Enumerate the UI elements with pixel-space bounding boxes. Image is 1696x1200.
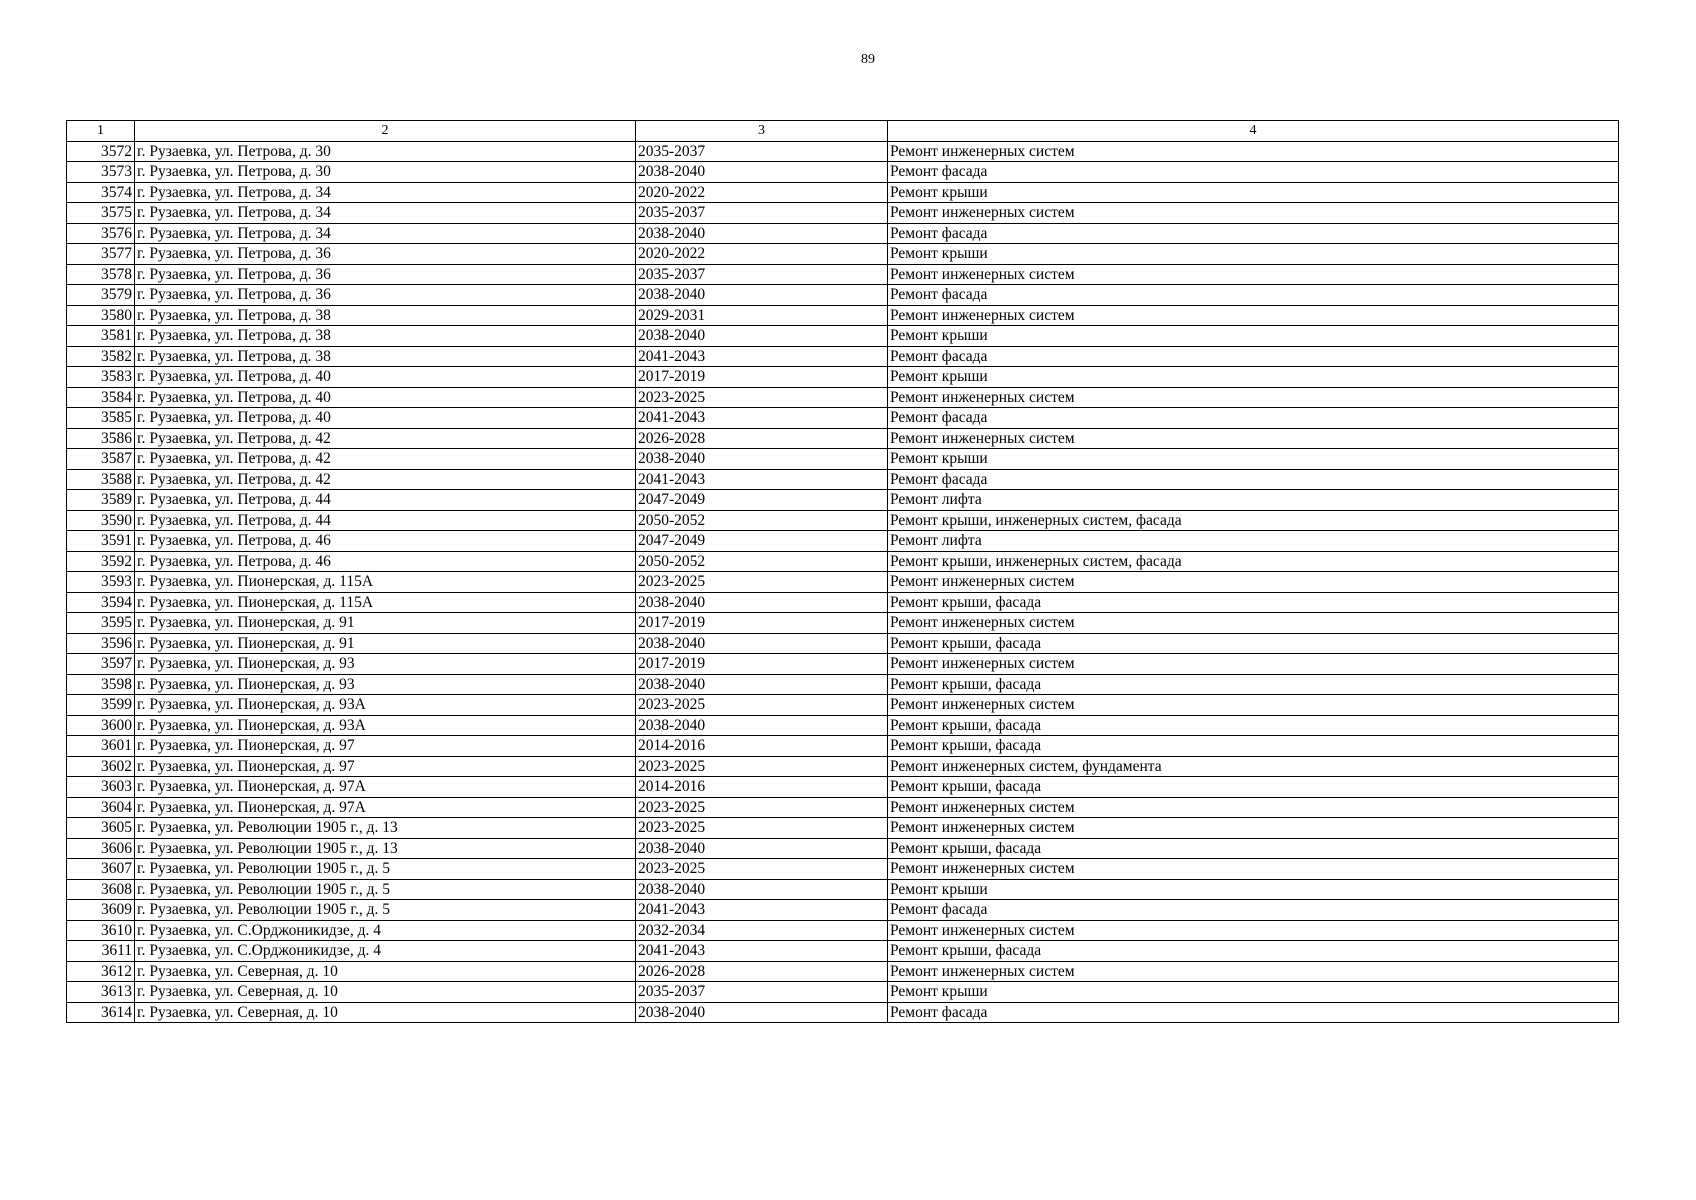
row-number: 3593 [67, 572, 135, 593]
table-body [67, 141, 1619, 1023]
row-number: 3602 [67, 756, 135, 777]
address-cell: г. Рузаевка, ул. Северная, д. 10 [135, 1002, 636, 1023]
table-row [67, 510, 1619, 531]
address-cell: г. Рузаевка, ул. Петрова, д. 40 [135, 408, 636, 429]
work-type-cell: Ремонт крыши, фасада [888, 838, 1619, 859]
period-cell: 2026-2028 [636, 428, 888, 449]
work-type-cell: Ремонт крыши, фасада [888, 592, 1619, 613]
address-cell: г. Рузаевка, ул. Пионерская, д. 97 [135, 756, 636, 777]
column-header-4: 4 [888, 121, 1619, 142]
work-type-cell: Ремонт инженерных систем, фундамента [888, 756, 1619, 777]
period-cell: 2023-2025 [636, 756, 888, 777]
address-cell: г. Рузаевка, ул. Петрова, д. 42 [135, 449, 636, 470]
address-cell: г. Рузаевка, ул. Петрова, д. 40 [135, 387, 636, 408]
repair-schedule-table [66, 120, 1619, 1023]
table-row [67, 797, 1619, 818]
work-type-cell: Ремонт крыши, фасада [888, 736, 1619, 757]
row-number: 3584 [67, 387, 135, 408]
column-header-1: 1 [67, 121, 135, 142]
column-header-3: 3 [636, 121, 888, 142]
address-cell: г. Рузаевка, ул. Пионерская, д. 93А [135, 715, 636, 736]
period-cell: 2023-2025 [636, 572, 888, 593]
period-cell: 2047-2049 [636, 490, 888, 511]
table-row [67, 961, 1619, 982]
period-cell: 2041-2043 [636, 469, 888, 490]
work-type-cell: Ремонт крыши [888, 244, 1619, 265]
table-row [67, 756, 1619, 777]
table-row [67, 715, 1619, 736]
address-cell: г. Рузаевка, ул. Петрова, д. 30 [135, 141, 636, 162]
work-type-cell: Ремонт крыши, инженерных систем, фасада [888, 551, 1619, 572]
row-number: 3606 [67, 838, 135, 859]
row-number: 3609 [67, 900, 135, 921]
address-cell: г. Рузаевка, ул. Революции 1905 г., д. 5 [135, 859, 636, 880]
work-type-cell: Ремонт фасада [888, 346, 1619, 367]
address-cell: г. Рузаевка, ул. Революции 1905 г., д. 5 [135, 879, 636, 900]
address-cell: г. Рузаевка, ул. Петрова, д. 46 [135, 531, 636, 552]
work-type-cell: Ремонт инженерных систем [888, 654, 1619, 675]
period-cell: 2050-2052 [636, 510, 888, 531]
row-number: 3585 [67, 408, 135, 429]
table-row [67, 490, 1619, 511]
work-type-cell: Ремонт инженерных систем [888, 920, 1619, 941]
address-cell: г. Рузаевка, ул. Пионерская, д. 91 [135, 613, 636, 634]
work-type-cell: Ремонт фасада [888, 408, 1619, 429]
period-cell: 2038-2040 [636, 449, 888, 470]
work-type-cell: Ремонт крыши [888, 879, 1619, 900]
row-number: 3590 [67, 510, 135, 531]
row-number: 3572 [67, 141, 135, 162]
work-type-cell: Ремонт крыши, фасада [888, 941, 1619, 962]
table-row [67, 408, 1619, 429]
period-cell: 2020-2022 [636, 182, 888, 203]
table-row [67, 859, 1619, 880]
period-cell: 2014-2016 [636, 736, 888, 757]
row-number: 3586 [67, 428, 135, 449]
work-type-cell: Ремонт инженерных систем [888, 305, 1619, 326]
address-cell: г. Рузаевка, ул. Петрова, д. 30 [135, 162, 636, 183]
work-type-cell: Ремонт лифта [888, 490, 1619, 511]
row-number: 3597 [67, 654, 135, 675]
period-cell: 2023-2025 [636, 387, 888, 408]
table-header-row [67, 121, 1619, 142]
period-cell: 2038-2040 [636, 674, 888, 695]
address-cell: г. Рузаевка, ул. Петрова, д. 42 [135, 428, 636, 449]
table-row [67, 592, 1619, 613]
table-row [67, 285, 1619, 306]
address-cell: г. Рузаевка, ул. Петрова, д. 36 [135, 244, 636, 265]
period-cell: 2029-2031 [636, 305, 888, 326]
table-row [67, 141, 1619, 162]
row-number: 3603 [67, 777, 135, 798]
table-row [67, 736, 1619, 757]
row-number: 3577 [67, 244, 135, 265]
address-cell: г. Рузаевка, ул. Пионерская, д. 93А [135, 695, 636, 716]
row-number: 3574 [67, 182, 135, 203]
address-cell: г. Рузаевка, ул. Петрова, д. 34 [135, 182, 636, 203]
work-type-cell: Ремонт лифта [888, 531, 1619, 552]
period-cell: 2050-2052 [636, 551, 888, 572]
table-row [67, 982, 1619, 1003]
period-cell: 2041-2043 [636, 941, 888, 962]
table-row [67, 346, 1619, 367]
address-cell: г. Рузаевка, ул. Петрова, д. 38 [135, 346, 636, 367]
table-row [67, 551, 1619, 572]
period-cell: 2023-2025 [636, 797, 888, 818]
work-type-cell: Ремонт крыши [888, 982, 1619, 1003]
work-type-cell: Ремонт инженерных систем [888, 203, 1619, 224]
row-number: 3591 [67, 531, 135, 552]
period-cell: 2035-2037 [636, 982, 888, 1003]
period-cell: 2038-2040 [636, 326, 888, 347]
period-cell: 2020-2022 [636, 244, 888, 265]
work-type-cell: Ремонт крыши, фасада [888, 633, 1619, 654]
work-type-cell: Ремонт фасада [888, 469, 1619, 490]
table-row [67, 203, 1619, 224]
period-cell: 2035-2037 [636, 264, 888, 285]
table-row [67, 674, 1619, 695]
row-number: 3583 [67, 367, 135, 388]
table-row [67, 1002, 1619, 1023]
work-type-cell: Ремонт крыши, фасада [888, 715, 1619, 736]
period-cell: 2023-2025 [636, 859, 888, 880]
table-row [67, 613, 1619, 634]
work-type-cell: Ремонт инженерных систем [888, 613, 1619, 634]
row-number: 3592 [67, 551, 135, 572]
table-row [67, 572, 1619, 593]
table-row [67, 633, 1619, 654]
table-row [67, 387, 1619, 408]
work-type-cell: Ремонт фасада [888, 223, 1619, 244]
address-cell: г. Рузаевка, ул. Петрова, д. 42 [135, 469, 636, 490]
address-cell: г. Рузаевка, ул. С.Орджоникидзе, д. 4 [135, 920, 636, 941]
table-row [67, 449, 1619, 470]
address-cell: г. Рузаевка, ул. Пионерская, д. 97А [135, 777, 636, 798]
row-number: 3575 [67, 203, 135, 224]
period-cell: 2041-2043 [636, 346, 888, 367]
row-number: 3582 [67, 346, 135, 367]
row-number: 3605 [67, 818, 135, 839]
address-cell: г. Рузаевка, ул. Петрова, д. 34 [135, 223, 636, 244]
address-cell: г. Рузаевка, ул. Петрова, д. 46 [135, 551, 636, 572]
work-type-cell: Ремонт фасада [888, 162, 1619, 183]
row-number: 3613 [67, 982, 135, 1003]
table-row [67, 223, 1619, 244]
row-number: 3604 [67, 797, 135, 818]
row-number: 3579 [67, 285, 135, 306]
period-cell: 2023-2025 [636, 818, 888, 839]
column-header-2: 2 [135, 121, 636, 142]
row-number: 3596 [67, 633, 135, 654]
row-number: 3610 [67, 920, 135, 941]
row-number: 3576 [67, 223, 135, 244]
address-cell: г. Рузаевка, ул. Пионерская, д. 93 [135, 674, 636, 695]
address-cell: г. Рузаевка, ул. Пионерская, д. 97А [135, 797, 636, 818]
table-row [67, 162, 1619, 183]
work-type-cell: Ремонт инженерных систем [888, 387, 1619, 408]
period-cell: 2038-2040 [636, 162, 888, 183]
work-type-cell: Ремонт инженерных систем [888, 428, 1619, 449]
period-cell: 2038-2040 [636, 1002, 888, 1023]
address-cell: г. Рузаевка, ул. Северная, д. 10 [135, 982, 636, 1003]
period-cell: 2038-2040 [636, 838, 888, 859]
work-type-cell: Ремонт инженерных систем [888, 264, 1619, 285]
period-cell: 2032-2034 [636, 920, 888, 941]
row-number: 3573 [67, 162, 135, 183]
row-number: 3589 [67, 490, 135, 511]
work-type-cell: Ремонт фасада [888, 900, 1619, 921]
address-cell: г. Рузаевка, ул. С.Орджоникидзе, д. 4 [135, 941, 636, 962]
work-type-cell: Ремонт крыши [888, 367, 1619, 388]
address-cell: г. Рузаевка, ул. Северная, д. 10 [135, 961, 636, 982]
table-row [67, 654, 1619, 675]
address-cell: г. Рузаевка, ул. Пионерская, д. 115А [135, 572, 636, 593]
work-type-cell: Ремонт крыши [888, 182, 1619, 203]
address-cell: г. Рузаевка, ул. Пионерская, д. 91 [135, 633, 636, 654]
work-type-cell: Ремонт инженерных систем [888, 797, 1619, 818]
address-cell: г. Рузаевка, ул. Революции 1905 г., д. 13 [135, 818, 636, 839]
address-cell: г. Рузаевка, ул. Петрова, д. 44 [135, 510, 636, 531]
period-cell: 2026-2028 [636, 961, 888, 982]
work-type-cell: Ремонт инженерных систем [888, 141, 1619, 162]
period-cell: 2038-2040 [636, 879, 888, 900]
work-type-cell: Ремонт крыши [888, 326, 1619, 347]
work-type-cell: Ремонт инженерных систем [888, 859, 1619, 880]
table-row [67, 428, 1619, 449]
address-cell: г. Рузаевка, ул. Петрова, д. 38 [135, 326, 636, 347]
period-cell: 2047-2049 [636, 531, 888, 552]
table-row [67, 879, 1619, 900]
period-cell: 2041-2043 [636, 408, 888, 429]
period-cell: 2038-2040 [636, 285, 888, 306]
row-number: 3607 [67, 859, 135, 880]
address-cell: г. Рузаевка, ул. Революции 1905 г., д. 13 [135, 838, 636, 859]
work-type-cell: Ремонт инженерных систем [888, 572, 1619, 593]
table-row [67, 367, 1619, 388]
row-number: 3614 [67, 1002, 135, 1023]
work-type-cell: Ремонт крыши, инженерных систем, фасада [888, 510, 1619, 531]
period-cell: 2038-2040 [636, 223, 888, 244]
table-row [67, 326, 1619, 347]
address-cell: г. Рузаевка, ул. Петрова, д. 34 [135, 203, 636, 224]
table-row [67, 941, 1619, 962]
work-type-cell: Ремонт фасада [888, 1002, 1619, 1023]
row-number: 3588 [67, 469, 135, 490]
period-cell: 2038-2040 [636, 715, 888, 736]
work-type-cell: Ремонт крыши, фасада [888, 777, 1619, 798]
period-cell: 2035-2037 [636, 141, 888, 162]
row-number: 3578 [67, 264, 135, 285]
table-row [67, 182, 1619, 203]
period-cell: 2017-2019 [636, 654, 888, 675]
table-row [67, 244, 1619, 265]
row-number: 3612 [67, 961, 135, 982]
address-cell: г. Рузаевка, ул. Пионерская, д. 115А [135, 592, 636, 613]
address-cell: г. Рузаевка, ул. Пионерская, д. 97 [135, 736, 636, 757]
table-row [67, 531, 1619, 552]
row-number: 3595 [67, 613, 135, 634]
work-type-cell: Ремонт крыши [888, 449, 1619, 470]
address-cell: г. Рузаевка, ул. Пионерская, д. 93 [135, 654, 636, 675]
period-cell: 2038-2040 [636, 633, 888, 654]
table-row [67, 264, 1619, 285]
address-cell: г. Рузаевка, ул. Петрова, д. 38 [135, 305, 636, 326]
row-number: 3598 [67, 674, 135, 695]
period-cell: 2017-2019 [636, 367, 888, 388]
row-number: 3608 [67, 879, 135, 900]
work-type-cell: Ремонт инженерных систем [888, 818, 1619, 839]
table-row [67, 695, 1619, 716]
address-cell: г. Рузаевка, ул. Петрова, д. 36 [135, 285, 636, 306]
table-row [67, 818, 1619, 839]
table-row [67, 305, 1619, 326]
row-number: 3581 [67, 326, 135, 347]
row-number: 3587 [67, 449, 135, 470]
period-cell: 2038-2040 [636, 592, 888, 613]
work-type-cell: Ремонт фасада [888, 285, 1619, 306]
period-cell: 2017-2019 [636, 613, 888, 634]
row-number: 3601 [67, 736, 135, 757]
period-cell: 2041-2043 [636, 900, 888, 921]
period-cell: 2023-2025 [636, 695, 888, 716]
work-type-cell: Ремонт крыши, фасада [888, 674, 1619, 695]
work-type-cell: Ремонт инженерных систем [888, 695, 1619, 716]
address-cell: г. Рузаевка, ул. Петрова, д. 44 [135, 490, 636, 511]
row-number: 3611 [67, 941, 135, 962]
row-number: 3599 [67, 695, 135, 716]
row-number: 3600 [67, 715, 135, 736]
row-number: 3594 [67, 592, 135, 613]
work-type-cell: Ремонт инженерных систем [888, 961, 1619, 982]
table-row [67, 900, 1619, 921]
table-row [67, 469, 1619, 490]
address-cell: г. Рузаевка, ул. Революции 1905 г., д. 5 [135, 900, 636, 921]
table-row [67, 838, 1619, 859]
address-cell: г. Рузаевка, ул. Петрова, д. 36 [135, 264, 636, 285]
table-row [67, 777, 1619, 798]
table-row [67, 920, 1619, 941]
period-cell: 2035-2037 [636, 203, 888, 224]
row-number: 3580 [67, 305, 135, 326]
page-number: 89 [861, 52, 875, 67]
period-cell: 2014-2016 [636, 777, 888, 798]
address-cell: г. Рузаевка, ул. Петрова, д. 40 [135, 367, 636, 388]
